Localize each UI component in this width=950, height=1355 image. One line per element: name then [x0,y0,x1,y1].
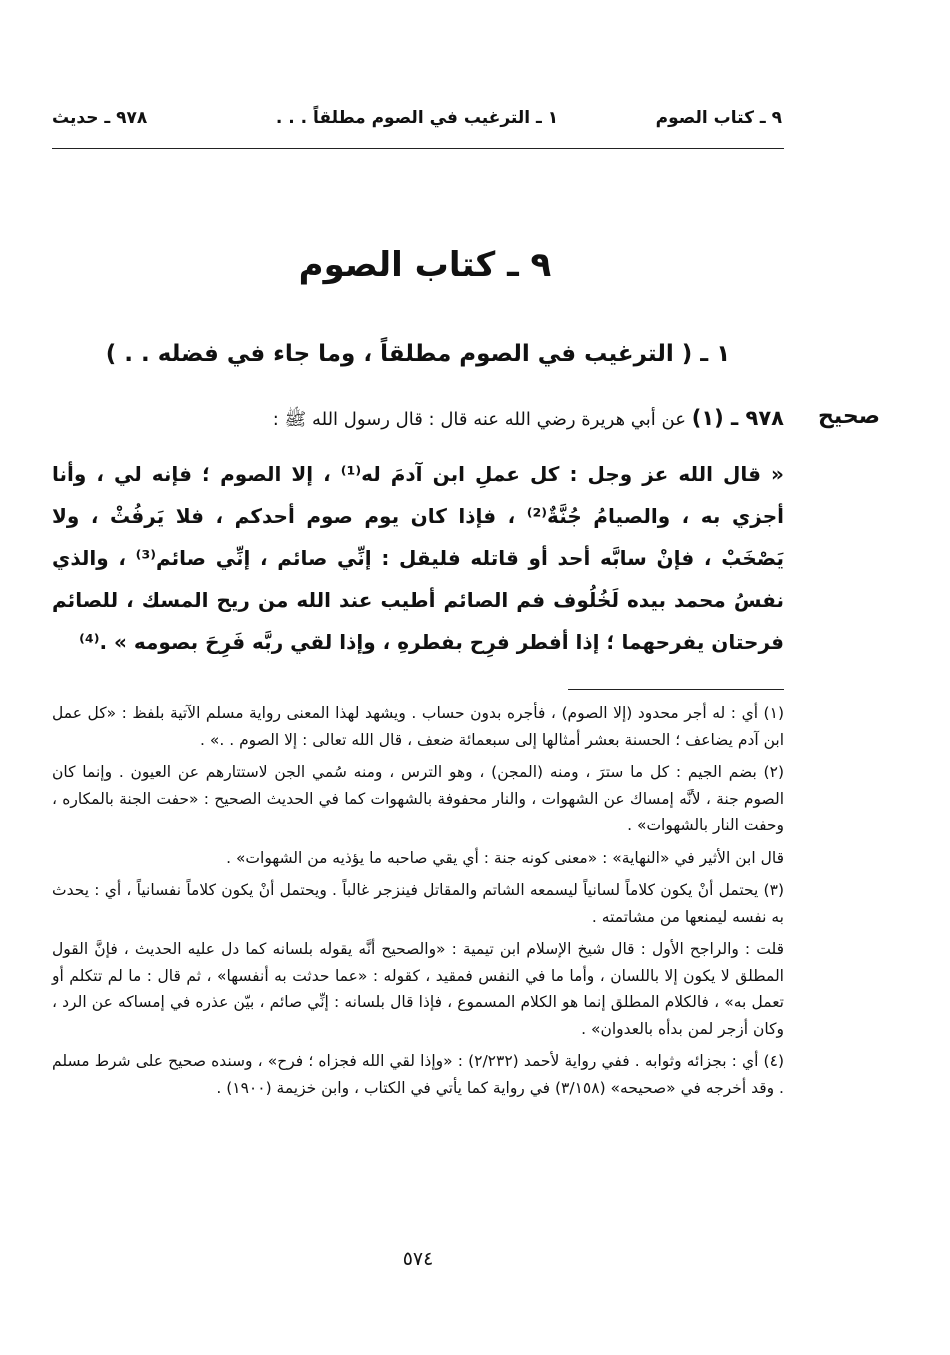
header-chapter: ٩ ـ كتاب الصوم [655,108,782,128]
running-header [52,108,782,136]
hadith-number: ٩٧٨ ـ (١) [691,406,784,430]
section-title: ١ ـ ( الترغيب في الصوم مطلقاً ، وما جاء في فضله . . ) [105,341,731,367]
footnote-divider [568,689,784,690]
hadith-grade: صحيح [818,404,880,429]
footnote-2-addendum: قال ابن الأثير في «النهاية» : «معنى كونه جنة : أي يقي صاحبه ما يؤذيه من الشهوات» . [226,848,784,867]
header-hadith-number: ٩٧٨ ـ حديث [52,108,148,128]
hadith-isnad: عن أبي هريرة رضي الله عنه قال : قال رسول الله ﷺ : [272,409,686,430]
book-title: ٩ ـ كتاب الصوم [298,245,552,285]
header-divider [52,148,784,149]
footnote-4: (٤) أي : بجزائه وثوابه . ففي رواية لأحمد (٢/٢٣٢) : «وإذا لقي الله فجزاه ؛ فرح» ، وسنده صحيح على شرط مسلم . وقد أخرجه في «صحيحه» (٣/١٥٨) في رواية كما يأتي في الكتاب ، وابن خزيمة (١٩٠٠) . [52,1052,784,1097]
footnote-2: (٢) بضم الجيم : كل ما سترَ ، ومنه (المجن) ، وهو الترس ، ومنه سُمي الجن لاستتارهم عن العيون . وإنما كان الصوم جنة ، لأنَّه إمساك عن الشهوات ، والنار محفوفة بالشهوات كما في الحديث الصحيح : «حفت الجنة بالمكاره ، وحفت النار بالشهوات» . [52,763,784,834]
page-number: ٥٧٤ [402,1248,434,1270]
footnote-1: (١) أي : له أجر محدود (إلا الصوم) ، فأجره بدون حساب . ويشهد لهذا المعنى رواية مسلم الآتية بلفظ : «كل عمل ابن آدم يضاعف ؛ الحسنة بعشر أمثالها إلى سبعمائة ضعف ، قال الله تعالى : إلا الصوم . .» . [52,704,784,749]
footnote-3-addendum: قلت : والراجح الأول : قال شيخ الإسلام ابن تيمية : «والصحيح أنَّه يقوله بلسانه كما دل عليه الحديث ، فإنَّ القول المطلق لا يكون إلا باللسان ، وأما ما في النفس فمقيد ، كقوله : «عما حدثت به أنفسها» ، ثم قال : ما لم تتكلم أو تعمل به» ، فالكلام المطلق إنما هو الكلام المسموع ، فإذا قال بلسانه : إنِّي صائم ، بيّن عذره في إمساكه عن الرد ، وكان أزجر لمن بدأه بالعدوان» . [52,940,784,1038]
hadith-text: « قال الله عز وجل : كل عملِ ابن آدمَ له⁽¹⁾ ، إلا الصوم ؛ فإنه لي ، وأنا أجزي به ، والصيامُ جُنَّةٌ⁽²⁾ ، فإذا كان يوم صوم أحدكم ، فلا يَرفُثْ ، ولا يَصْخَبْ ، فإنْ سابَّه أحد أو قاتله فليقل : إنِّي صائم ، إنِّي صائم⁽³⁾ ، والذي نفسُ محمد بيده لَخُلُوف فم الصائم أطيب عند الله من ريح المسك ، للصائم فرحتان يفرحهما ؛ إذا أفطر فرِح بفطرهِ ، وإذا لقي ربَّه فَرِحَ بصومه » .⁽⁴⁾ [52,462,785,654]
footnotes [52,700,784,1107]
header-section: ١ ـ الترغيب في الصوم مطلقاً . . . [275,108,559,128]
hadith-intro [52,406,784,434]
footnote-3: (٣) يحتمل أنْ يكون كلاماً لسانياً ليسمعه الشاتم والمقاتل فينزجر غالباً . ويحتمل أنْ يكون كلاماً نفسانياً ، أي : يحدث به نفسه ليمنعها من مشاتمته . [52,881,784,926]
